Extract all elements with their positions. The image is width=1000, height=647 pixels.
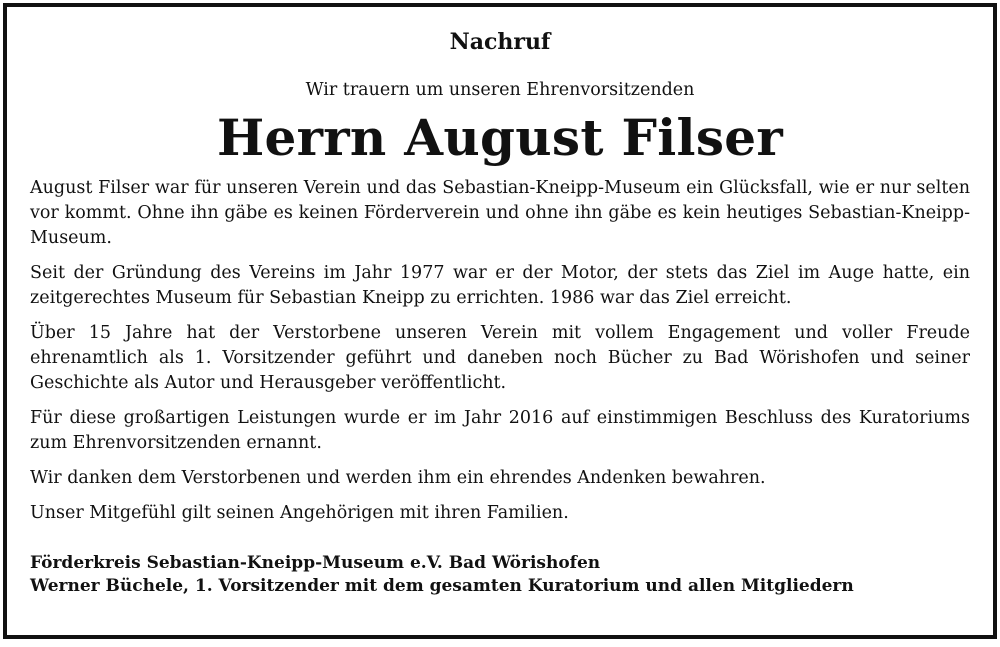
deceased-name: Herrn August Filser bbox=[216, 108, 784, 167]
paragraph-condolences: Unser Mitgefühl gilt seinen Angehörigen mit ihren Familien. bbox=[30, 503, 569, 523]
signature-block bbox=[30, 552, 970, 598]
signature-organization: Förderkreis Sebastian-Kneipp-Museum e.V. Bad Wörishofen bbox=[30, 553, 601, 573]
notice-heading: Nachruf bbox=[449, 29, 551, 55]
obituary-notice bbox=[30, 28, 970, 598]
paragraph-honorary-title: Für diese großartigen Leistungen wurde er im Jahr 2016 auf einstimmigen Beschluss des Kuratoriums zum Ehrenvorsitzenden ernannt. bbox=[30, 408, 970, 453]
notice-subheading: Wir trauern um unseren Ehrenvorsitzenden bbox=[305, 80, 695, 100]
signature-signatory: Werner Büchele, 1. Vorsitzender mit dem gesamten Kuratorium und allen Mitgliedern bbox=[30, 576, 854, 596]
paragraph-founding: Seit der Gründung des Vereins im Jahr 1977 war er der Motor, der stets das Ziel im Auge hatte, ein zeitgerechtes Museum für Sebastian Kneipp zu errichten. 1986 war das Ziel erreicht. bbox=[30, 263, 970, 308]
paragraph-tribute: August Filser war für unseren Verein und das Sebastian-Kneipp-Museum ein Glücksfall, wie er nur selten vor kommt. Ohne ihn gäbe es keinen Förderverein und ohne ihn gäbe es kein heutiges Sebastian-Kneipp-Museum. bbox=[30, 178, 970, 248]
paragraph-thanks: Wir danken dem Verstorbenen und werden ihm ein ehrendes Andenken bewahren. bbox=[30, 468, 766, 488]
paragraph-engagement: Über 15 Jahre hat der Verstorbene unseren Verein mit vollem Engagement und voller Freude ehrenamtlich als 1. Vorsitzender geführt und daneben noch Bücher zu Bad Wörishofen und seiner Geschichte als Autor und Herausgeber veröffentlicht. bbox=[30, 323, 970, 393]
notice-body bbox=[30, 176, 970, 526]
